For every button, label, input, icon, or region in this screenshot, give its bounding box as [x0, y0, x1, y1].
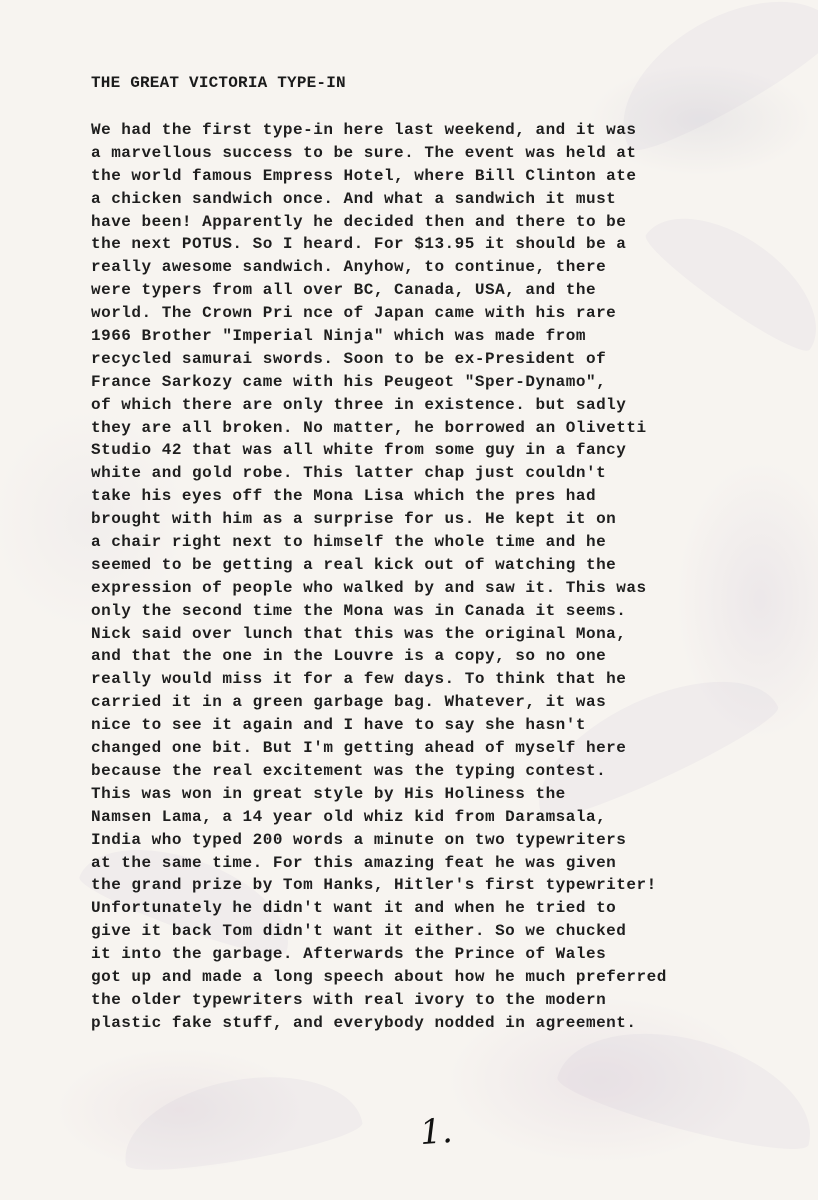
body-line: carried it in a green garbage bag. Whatever, it was	[91, 693, 607, 712]
body-line: it into the garbage. Afterwards the Prince of Wales	[91, 945, 607, 964]
body-line: a marvellous success to be sure. The event was held at	[91, 143, 637, 162]
body-line: and that the one in the Louvre is a copy, so no one	[91, 647, 607, 666]
body-line: Studio 42 that was all white from some guy in a fancy	[91, 441, 627, 460]
body-line: This was won in great style by His Holiness the	[91, 784, 566, 803]
body-line: really would miss it for a few days. To think that he	[91, 670, 627, 689]
body-line: brought with him as a surprise for us. He kept it on	[91, 510, 617, 529]
body-line: have been! Apparently he decided then and there to be	[91, 212, 627, 231]
body-line: nice to see it again and I have to say she hasn't	[91, 716, 586, 735]
body-line: give it back Tom didn't want it either. So we chucked	[91, 922, 627, 941]
body-line: We had the first type-in here last weekend, and it was	[91, 121, 637, 139]
body-line: the older typewriters with real ivory to the modern	[91, 990, 607, 1009]
body-line: white and gold robe. This latter chap just couldn't	[91, 464, 607, 483]
body-line: expression of people who walked by and saw it. This was	[91, 578, 647, 597]
body-line: world. The Crown Pri nce of Japan came with his rare	[91, 304, 617, 323]
body-line: they are all broken. No matter, he borrowed an Olivetti	[91, 418, 647, 437]
body-line: 1966 Brother "Imperial Ninja" which was made from	[91, 327, 586, 346]
body-line: the next POTUS. So I heard. For $13.95 it should be a	[91, 235, 627, 254]
body-line: a chair right next to himself the whole time and he	[91, 533, 607, 552]
body-line: only the second time the Mona was in Canada it seems.	[91, 601, 627, 620]
body-line: really awesome sandwich. Anyhow, to continue, there	[91, 258, 607, 277]
body-line: the grand prize by Tom Hanks, Hitler's first typewriter!	[91, 876, 657, 895]
body-line: the world famous Empress Hotel, where Bill Clinton ate	[91, 166, 637, 185]
background-leaf-shadow	[115, 1060, 365, 1180]
body-line: India who typed 200 words a minute on two typewriters	[91, 830, 627, 849]
body-line: a chicken sandwich once. And what a sandwich it must	[91, 189, 617, 208]
body-line: got up and made a long speech about how he much preferred	[91, 967, 667, 986]
body-line: changed one bit. But I'm getting ahead of myself here	[91, 739, 627, 758]
body-line: of which there are only three in existence. but sadly	[91, 395, 627, 414]
body-line: at the same time. For this amazing feat he was given	[91, 853, 617, 872]
body-text	[91, 119, 667, 1035]
body-line: take his eyes off the Mona Lisa which the pres had	[91, 487, 597, 506]
body-line: because the real excitement was the typing contest.	[91, 761, 607, 780]
body-line: plastic fake stuff, and everybody nodded in agreement.	[91, 1013, 637, 1032]
body-line: were typers from all over BC, Canada, USA, and the	[91, 281, 597, 300]
body-line: Nick said over lunch that this was the original Mona,	[91, 624, 627, 643]
body-line: France Sarkozy came with his Peugeot "Sper-Dynamo",	[91, 372, 607, 391]
page-title: THE GREAT VICTORIA TYPE-IN	[91, 74, 346, 92]
body-line: Namsen Lama, a 14 year old whiz kid from Daramsala,	[91, 807, 607, 826]
body-line: recycled samurai swords. Soon to be ex-President of	[91, 349, 607, 368]
body-line: seemed to be getting a real kick out of watching the	[91, 555, 617, 574]
page-number: 1.	[418, 1110, 454, 1154]
body-line: Unfortunately he didn't want it and when he tried to	[91, 899, 617, 918]
